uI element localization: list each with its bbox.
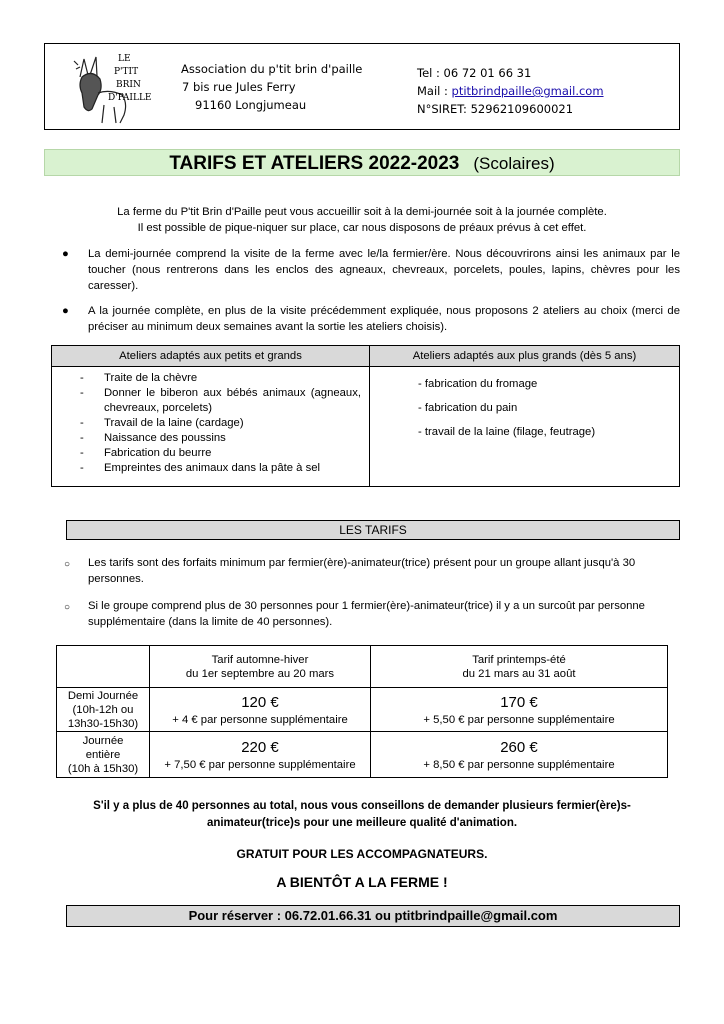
price-cell: [371, 732, 668, 778]
free-companions: GRATUIT POUR LES ACCOMPAGNATEURS.: [236, 847, 488, 861]
season-dates: du 1er septembre au 20 mars: [185, 667, 335, 680]
price-supplement: + 7,50 € par personne supplémentaire: [164, 758, 356, 771]
svg-text:LE: LE: [118, 54, 131, 64]
bullet-text: La demi-journée comprend la visite de la ferme avec le/la fermier/ère. Nous découvrirons ainsi les animaux par le toucher (nous rentrerons dans les enclos des agneaux, chevreaux, porcelets, poules, lapins, chèvres pour les caresser).: [88, 248, 680, 292]
ateliers-right-header: Ateliers adaptés aux plus grands (dès 5 ans): [370, 346, 680, 367]
contact-info: [417, 64, 604, 118]
siret-text: N°SIRET: 52962109600021: [417, 102, 574, 116]
intro-line: La ferme du P'tit Brin d'Paille peut vous accueillir soit à la demi-journée soit à la journée complète.: [117, 206, 607, 218]
row-label: Journée entière (10h à 15h30): [57, 732, 150, 778]
farewell: A BIENTÔT A LA FERME !: [276, 874, 448, 890]
circle-bullet-icon: ○: [64, 602, 71, 613]
atelier-item: - Traite de la chèvre: [52, 371, 369, 386]
tarif-note: Si le groupe comprend plus de 30 personnes pour 1 fermier(ère)-animateur(trice) il y a un surcoût par personne supplémentaire (dans la limite de 40 personnes).: [88, 600, 645, 628]
mail-label: Mail :: [417, 84, 452, 98]
page-title: TARIFS ET ATELIERS 2022-2023: [169, 153, 460, 174]
bullet-text: A la journée complète, en plus de la visite précédemment expliquée, nous proposons 2 ateliers au choix (merci de préciser au minimum deux semaines avant la sortie les ateliers choisis).: [88, 305, 680, 333]
ateliers-right-cell: [370, 367, 680, 487]
atelier-item: - Naissance des poussins: [52, 431, 369, 446]
atelier-item: - Travail de la laine (cardage): [52, 416, 369, 431]
price-supplement: + 8,50 € par personne supplémentaire: [423, 758, 615, 771]
atelier-item: - travail de la laine (filage, feutrage): [418, 426, 596, 438]
tarif-note: Les tarifs sont des forfaits minimum par fermier(ère)-animateur(trice) présent pour un groupe allant jusqu'à 30 personnes.: [88, 557, 636, 585]
group-warning: [60, 798, 664, 832]
ateliers-left-cell: [52, 367, 370, 487]
price-col-header: [150, 646, 371, 688]
page-subtitle: (Scolaires): [473, 154, 555, 173]
title-bar: [44, 149, 680, 176]
warning-line: animateur(trice)s pour une meilleure qualité d'animation.: [206, 817, 518, 829]
warning-line: S'il y a plus de 40 personnes au total, nous vous conseillons de demander plusieurs fermier(ère)s-: [93, 800, 631, 812]
price-value: 120 €: [241, 693, 279, 711]
atelier-item: - fabrication du fromage: [418, 378, 538, 390]
season-name: Tarif automne-hiver: [211, 653, 309, 666]
reservation-bar: Pour réserver : 06.72.01.66.31 ou ptitbrindpaille@gmail.com: [66, 905, 680, 927]
price-row: [57, 688, 668, 732]
season-name: Tarif printemps-été: [472, 653, 566, 666]
donkey-logo: [70, 49, 160, 127]
bullet-dot-icon: ●: [62, 305, 69, 317]
bullet-dot-icon: ●: [62, 248, 69, 260]
price-value: 170 €: [500, 693, 538, 711]
price-row: [57, 732, 668, 778]
price-table: [56, 645, 668, 778]
atelier-item: - fabrication du pain: [418, 402, 518, 414]
address-line: 7 bis rue Jules Ferry: [182, 80, 296, 94]
row-label: Demi Journée (10h-12h ou 13h30-15h30): [57, 688, 150, 732]
svg-text:P'TIT: P'TIT: [114, 67, 139, 77]
ateliers-left-header: Ateliers adaptés aux petits et grands: [52, 346, 370, 367]
circle-bullet-icon: ○: [64, 559, 71, 570]
season-dates: du 21 mars au 31 août: [462, 667, 576, 680]
phone-text: Tel : 06 72 01 66 31: [417, 66, 532, 80]
mail-link[interactable]: ptitbrindpaille@gmail.com: [451, 84, 604, 98]
price-supplement: + 4 € par personne supplémentaire: [172, 713, 348, 726]
association-address: [181, 60, 362, 114]
price-col-header: [371, 646, 668, 688]
atelier-item: - Fabrication du beurre: [52, 446, 369, 461]
price-cell: [371, 688, 668, 732]
price-supplement: + 5,50 € par personne supplémentaire: [423, 713, 615, 726]
price-cell: [150, 732, 371, 778]
address-line: 91160 Longjumeau: [195, 98, 307, 112]
svg-text:D'PAILLE: D'PAILLE: [108, 93, 152, 103]
ateliers-table: [51, 345, 680, 487]
address-line: Association du p'tit brin d'paille: [181, 62, 363, 76]
atelier-item: - Donner le biberon aux bébés animaux (agneaux, chevreaux, porcelets): [52, 386, 369, 416]
atelier-item: - Empreintes des animaux dans la pâte à sel: [52, 461, 369, 476]
price-cell: [150, 688, 371, 732]
tarifs-header: LES TARIFS: [66, 520, 680, 540]
intro-line: Il est possible de pique-niquer sur place, car nous disposons de préaux prévus à cet effet.: [137, 222, 587, 234]
price-value: 220 €: [241, 738, 279, 756]
price-value: 260 €: [500, 738, 538, 756]
intro-text: [60, 204, 664, 236]
svg-text:BRIN: BRIN: [116, 80, 141, 90]
empty-cell: [57, 646, 150, 688]
